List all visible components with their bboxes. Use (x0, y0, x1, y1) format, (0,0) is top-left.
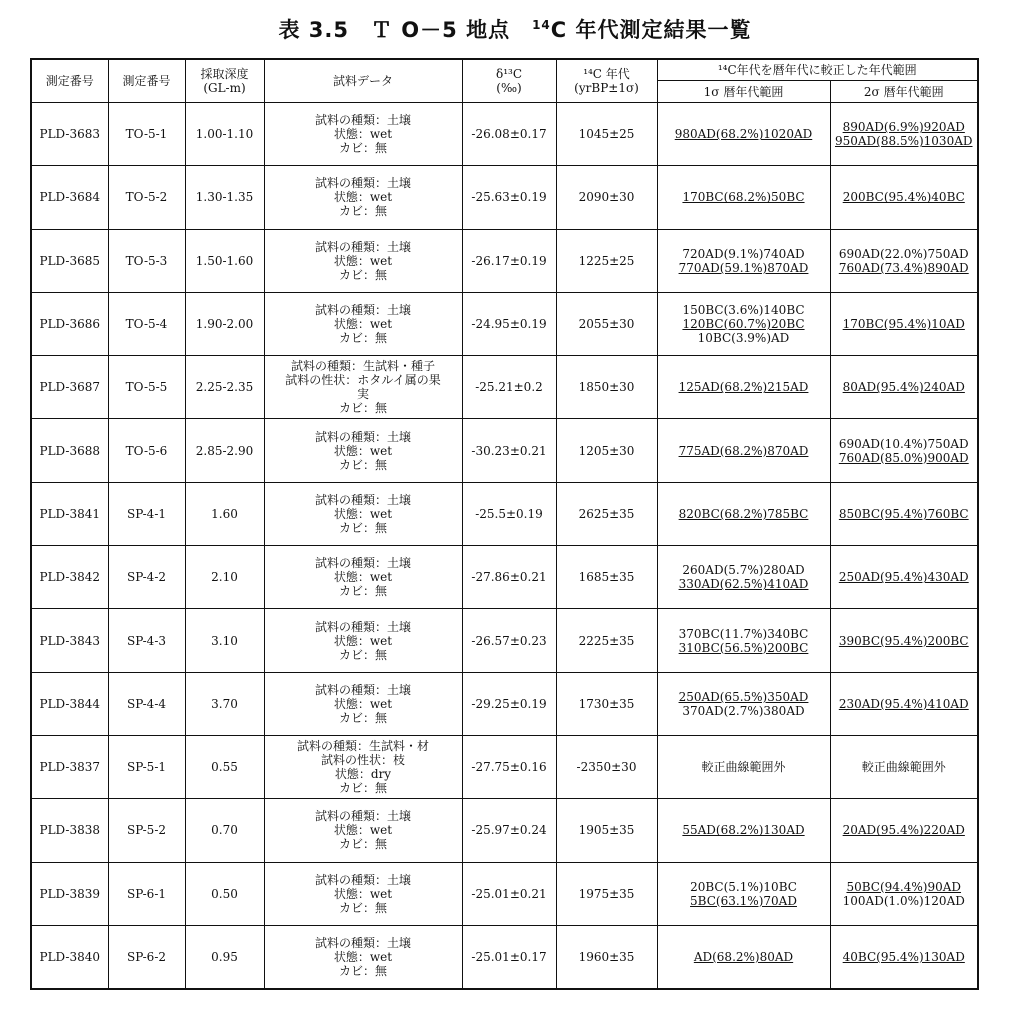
cal-range: 230AD(95.4%)410AD (838, 696, 969, 711)
table-row (31, 735, 978, 798)
header-age (556, 59, 657, 103)
cell-age: 1685±35 (556, 546, 657, 609)
sample-data-line: 試料の種類：生試料・種子 (290, 359, 435, 374)
table-row (31, 546, 978, 609)
cell-cal-1sigma (657, 609, 830, 672)
cal-range: 150BC(3.6%)140BC (682, 303, 805, 318)
sample-data-line: カビ：無 (338, 710, 387, 725)
cell-meas-no: PLD-3683 (31, 103, 108, 166)
cell-d13c: -25.5±0.19 (462, 482, 556, 545)
cal-range: 50BC(94.4%)90AD (846, 879, 962, 894)
cell-sample-no: SP-4-4 (108, 672, 185, 735)
cell-depth: 1.50-1.60 (185, 229, 264, 292)
sample-data-line: 状態：wet (333, 823, 393, 838)
table-row (31, 419, 978, 482)
cell-sample-no: SP-4-1 (108, 482, 185, 545)
cal-range: 775AD(68.2%)870AD (678, 443, 809, 458)
cell-sample-data (264, 546, 462, 609)
cell-cal-2sigma (830, 292, 978, 355)
cell-cal-1sigma (657, 229, 830, 292)
cell-d13c: -26.57±0.23 (462, 609, 556, 672)
cal-range: 690AD(22.0%)750AD (838, 246, 969, 261)
cell-cal-1sigma (657, 862, 830, 925)
sample-data-line: 状態：dry (334, 767, 392, 782)
cell-depth: 3.10 (185, 609, 264, 672)
cell-cal-1sigma (657, 292, 830, 355)
cell-meas-no: PLD-3684 (31, 166, 108, 229)
cell-sample-no: TO-5-1 (108, 103, 185, 166)
results-table (30, 58, 979, 990)
cell-age: 2225±35 (556, 609, 657, 672)
cal-range: 260AD(5.7%)280AD (682, 563, 805, 578)
cal-range: 850BC(95.4%)760BC (838, 506, 969, 521)
cell-age: 1205±30 (556, 419, 657, 482)
sample-data-line: 実 (356, 387, 369, 402)
table-row (31, 103, 978, 166)
header-cal-group: ¹⁴C年代を暦年代に較正した年代範囲 (657, 59, 978, 81)
sample-data-line: カビ：無 (338, 331, 387, 346)
cell-sample-data (264, 925, 462, 988)
sample-data-line: カビ：無 (338, 267, 387, 282)
sample-data-line: カビ：無 (338, 584, 387, 599)
cell-meas-no: PLD-3839 (31, 862, 108, 925)
sample-data-line: カビ：無 (338, 900, 387, 915)
cell-depth: 2.10 (185, 546, 264, 609)
cal-range: 390BC(95.4%)200BC (838, 633, 969, 648)
cal-range: 250AD(65.5%)350AD (678, 689, 809, 704)
cell-cal-1sigma (657, 672, 830, 735)
cell-depth: 1.00-1.10 (185, 103, 264, 166)
sample-data-line: カビ：無 (338, 204, 387, 219)
header-depth-l2: (GL-m) (203, 81, 246, 95)
cal-range: 20BC(5.1%)10BC (690, 879, 797, 894)
sample-data-line: 試料の種類：土壌 (314, 556, 411, 571)
cell-depth: 1.30-1.35 (185, 166, 264, 229)
cell-age: 1960±35 (556, 925, 657, 988)
sample-data-line: カビ：無 (338, 647, 387, 662)
cell-d13c: -25.01±0.17 (462, 925, 556, 988)
cal-range: 170BC(68.2%)50BC (682, 190, 805, 205)
cell-age: 1730±35 (556, 672, 657, 735)
cell-depth: 3.70 (185, 672, 264, 735)
sample-data-line: 状態：wet (333, 506, 393, 521)
sample-data-line: 状態：wet (333, 949, 393, 964)
cell-sample-data (264, 799, 462, 862)
cell-depth: 0.50 (185, 862, 264, 925)
title-suffix: C 年代測定結果一覧 (550, 18, 752, 42)
cell-meas-no: PLD-3840 (31, 925, 108, 988)
cal-range: 40BC(95.4%)130AD (842, 949, 965, 964)
cell-sample-data (264, 735, 462, 798)
cell-age: -2350±30 (556, 735, 657, 798)
title-prefix: 表 3.5 Ｔ O－5 地点 (278, 18, 533, 42)
sample-data-line: 状態：wet (333, 443, 393, 458)
cell-age: 1045±25 (556, 103, 657, 166)
table-row (31, 356, 978, 419)
cal-range: 770AD(59.1%)870AD (678, 260, 809, 275)
cell-d13c: -24.95±0.19 (462, 292, 556, 355)
sample-data-line: 試料の種類：土壌 (314, 682, 411, 697)
sample-data-line: 試料の種類：土壌 (314, 935, 411, 950)
cell-depth: 0.70 (185, 799, 264, 862)
cell-sample-data (264, 482, 462, 545)
table-row (31, 292, 978, 355)
sample-data-line: 試料の種類：土壌 (314, 872, 411, 887)
cal-range: 120BC(60.7%)20BC (682, 317, 805, 332)
cell-depth: 1.60 (185, 482, 264, 545)
cell-d13c: -30.23±0.21 (462, 419, 556, 482)
cell-cal-2sigma (830, 799, 978, 862)
cell-d13c: -26.08±0.17 (462, 103, 556, 166)
cell-d13c: -26.17±0.19 (462, 229, 556, 292)
cell-d13c: -27.86±0.21 (462, 546, 556, 609)
sample-data-line: 試料の種類：土壌 (314, 303, 411, 318)
sample-data-line: 状態：wet (333, 317, 393, 332)
cell-cal-1sigma (657, 925, 830, 988)
cell-age: 2090±30 (556, 166, 657, 229)
cal-range: 80AD(95.4%)240AD (842, 380, 965, 395)
cell-cal-1sigma (657, 166, 830, 229)
sample-data-line: 状態：wet (333, 886, 393, 901)
cell-d13c: -27.75±0.16 (462, 735, 556, 798)
cal-range: 125AD(68.2%)215AD (678, 380, 809, 395)
cell-sample-no: TO-5-4 (108, 292, 185, 355)
cell-cal-2sigma (830, 609, 978, 672)
cell-sample-data (264, 672, 462, 735)
sample-data-line: カビ：無 (338, 457, 387, 472)
cell-sample-data (264, 229, 462, 292)
cell-depth: 0.55 (185, 735, 264, 798)
cell-sample-no: SP-5-2 (108, 799, 185, 862)
cell-cal-2sigma (830, 862, 978, 925)
table-body (31, 103, 978, 989)
header-depth-l1: 採取深度 (200, 67, 249, 81)
table-row (31, 166, 978, 229)
sample-data-line: カビ：無 (338, 837, 387, 852)
cal-range: 100AD(1.0%)120AD (842, 893, 965, 908)
title-superscript: 14 (532, 18, 551, 32)
cell-meas-no: PLD-3844 (31, 672, 108, 735)
cell-cal-1sigma (657, 482, 830, 545)
cal-range: AD(68.2%)80AD (693, 949, 794, 964)
cell-sample-no: TO-5-3 (108, 229, 185, 292)
cal-range: 760AD(85.0%)900AD (838, 450, 969, 465)
cell-age: 1975±35 (556, 862, 657, 925)
cell-cal-2sigma (830, 103, 978, 166)
cell-sample-data (264, 292, 462, 355)
cell-d13c: -25.21±0.2 (462, 356, 556, 419)
sample-data-line: 状態：wet (333, 633, 393, 648)
cal-range: 10BC(3.9%)AD (697, 331, 790, 346)
cell-cal-2sigma (830, 419, 978, 482)
table-row (31, 482, 978, 545)
cell-depth: 1.90-2.00 (185, 292, 264, 355)
sample-data-line: 試料の性状：枝 (320, 753, 405, 768)
cell-d13c: -25.01±0.21 (462, 862, 556, 925)
cell-sample-no: SP-4-2 (108, 546, 185, 609)
header-depth (185, 59, 264, 103)
cell-cal-2sigma (830, 356, 978, 419)
sample-data-line: 状態：wet (333, 696, 393, 711)
cell-age: 2625±35 (556, 482, 657, 545)
table-title (0, 14, 1030, 44)
cell-sample-data (264, 103, 462, 166)
header-meas-no: 測定番号 (31, 59, 108, 103)
cal-range: 170BC(95.4%)10AD (842, 317, 965, 332)
cell-d13c: -25.63±0.19 (462, 166, 556, 229)
cell-cal-1sigma (657, 103, 830, 166)
cell-cal-2sigma (830, 166, 978, 229)
cell-sample-no: TO-5-6 (108, 419, 185, 482)
cell-sample-data (264, 166, 462, 229)
cell-meas-no: PLD-3688 (31, 419, 108, 482)
sample-data-line: 試料の種類：土壌 (314, 113, 411, 128)
header-sample-data: 試料データ (264, 59, 462, 103)
cell-age: 1905±35 (556, 799, 657, 862)
header-d13c-l2: (‰) (496, 81, 522, 95)
cell-cal-2sigma (830, 482, 978, 545)
cell-sample-no: SP-6-2 (108, 925, 185, 988)
cal-range: 980AD(68.2%)1020AD (674, 127, 813, 142)
cell-meas-no: PLD-3843 (31, 609, 108, 672)
table-row (31, 862, 978, 925)
sample-data-line: カビ：無 (338, 781, 387, 796)
header-age-l2: (yrBP±1σ) (574, 81, 639, 95)
sample-data-line: 状態：wet (333, 570, 393, 585)
cell-cal-2sigma (830, 925, 978, 988)
cell-depth: 0.95 (185, 925, 264, 988)
cell-meas-no: PLD-3842 (31, 546, 108, 609)
header-cal-1sigma: 1σ 暦年代範囲 (657, 81, 830, 103)
cal-range: 370AD(2.7%)380AD (682, 703, 805, 718)
cell-cal-1sigma (657, 419, 830, 482)
cell-cal-1sigma (657, 356, 830, 419)
cal-range: 950AD(88.5%)1030AD (834, 134, 973, 149)
cal-range: 較正曲線範囲外 (861, 760, 946, 775)
cell-depth: 2.25-2.35 (185, 356, 264, 419)
cell-age: 1850±30 (556, 356, 657, 419)
sample-data-line: 試料の種類：土壌 (314, 619, 411, 634)
header-sample-no: 測定番号 (108, 59, 185, 103)
table-row (31, 609, 978, 672)
sample-data-line: カビ：無 (338, 401, 387, 416)
cal-range: 760AD(73.4%)890AD (838, 260, 969, 275)
cal-range: 55AD(68.2%)130AD (682, 823, 805, 838)
cell-sample-no: TO-5-2 (108, 166, 185, 229)
cal-range: 370BC(11.7%)340BC (678, 626, 809, 641)
cell-age: 1225±25 (556, 229, 657, 292)
cell-meas-no: PLD-3838 (31, 799, 108, 862)
cal-range: 690AD(10.4%)750AD (838, 436, 969, 451)
cal-range: 310BC(56.5%)200BC (678, 640, 809, 655)
cell-cal-2sigma (830, 672, 978, 735)
cal-range: 20AD(95.4%)220AD (842, 823, 965, 838)
cell-cal-1sigma (657, 799, 830, 862)
cell-d13c: -25.97±0.24 (462, 799, 556, 862)
sample-data-line: 試料の種類：土壌 (314, 429, 411, 444)
cal-range: 較正曲線範囲外 (701, 760, 786, 775)
header-d13c (462, 59, 556, 103)
cell-cal-2sigma (830, 229, 978, 292)
cell-sample-no: TO-5-5 (108, 356, 185, 419)
cell-sample-no: SP-6-1 (108, 862, 185, 925)
cell-meas-no: PLD-3686 (31, 292, 108, 355)
table-row (31, 925, 978, 988)
sample-data-line: 試料の種類：土壌 (314, 176, 411, 191)
sample-data-line: 状態：wet (333, 127, 393, 142)
cal-range: 200BC(95.4%)40BC (842, 190, 965, 205)
cal-range: 820BC(68.2%)785BC (678, 506, 809, 521)
sample-data-line: カビ：無 (338, 520, 387, 535)
sample-data-line: 試料の種類：土壌 (314, 239, 411, 254)
cell-meas-no: PLD-3837 (31, 735, 108, 798)
sample-data-line: 試料の種類：土壌 (314, 809, 411, 824)
table-row (31, 672, 978, 735)
cell-sample-no: SP-4-3 (108, 609, 185, 672)
sample-data-line: カビ：無 (338, 963, 387, 978)
table-row (31, 799, 978, 862)
cal-range: 250AD(95.4%)430AD (838, 570, 969, 585)
cell-cal-1sigma (657, 735, 830, 798)
cell-sample-data (264, 419, 462, 482)
cell-age: 2055±30 (556, 292, 657, 355)
cal-range: 330AD(62.5%)410AD (678, 577, 809, 592)
table-row (31, 229, 978, 292)
cell-meas-no: PLD-3687 (31, 356, 108, 419)
cell-d13c: -29.25±0.19 (462, 672, 556, 735)
cell-meas-no: PLD-3685 (31, 229, 108, 292)
sample-data-line: 状態：wet (333, 190, 393, 205)
header-age-l1: ¹⁴C 年代 (583, 67, 630, 81)
cell-depth: 2.85-2.90 (185, 419, 264, 482)
header-d13c-l1: δ¹³C (495, 67, 523, 81)
cell-sample-data (264, 609, 462, 672)
sample-data-line: 試料の種類：土壌 (314, 492, 411, 507)
sample-data-line: 試料の性状：ホタルイ属の果 (285, 373, 441, 388)
cal-range: 720AD(9.1%)740AD (682, 246, 805, 261)
cal-range: 890AD(6.9%)920AD (842, 120, 965, 135)
cal-range: 5BC(63.1%)70AD (690, 893, 797, 908)
cell-cal-2sigma (830, 735, 978, 798)
cell-sample-data (264, 862, 462, 925)
sample-data-line: 状態：wet (333, 253, 393, 268)
cell-cal-2sigma (830, 546, 978, 609)
cell-meas-no: PLD-3841 (31, 482, 108, 545)
sample-data-line: 試料の種類：生試料・材 (296, 739, 429, 754)
header-cal-2sigma: 2σ 暦年代範囲 (830, 81, 978, 103)
cell-sample-no: SP-5-1 (108, 735, 185, 798)
cell-cal-1sigma (657, 546, 830, 609)
sample-data-line: カビ：無 (338, 141, 387, 156)
cell-sample-data (264, 356, 462, 419)
